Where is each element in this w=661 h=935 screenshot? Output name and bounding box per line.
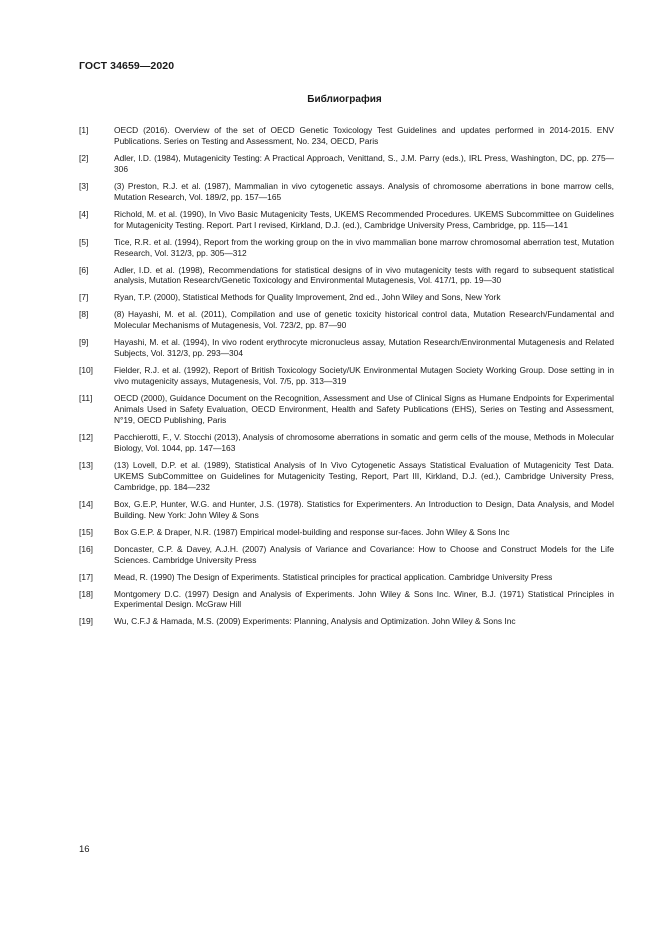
reference-text: OECD (2000), Guidance Document on the Recognition, Assessment and Use of Clinical Signs as Humane Endpoints for Experimental Animals Used in Safety Evaluation, OECD Environment, Health and Safety Publications (EHS), Series on Testing and Assessment, N°19, OECD Publishing, Paris [114, 393, 614, 425]
reference-text: Fielder, R.J. et al. (1992), Report of British Toxicology Society/UK Environmental Mutagen Society Working Group. Dose setting in in vivo mutagenicity assays, Mutagenesis, Vol. 7/5, pp. 313—319 [114, 365, 614, 387]
reference-text: Box G.E.P. & Draper, N.R. (1987) Empirical model-building and response sur-faces. John Wiley & Sons Inc [114, 526, 510, 537]
reference-item [79, 460, 614, 493]
page-number: 16 [79, 844, 90, 855]
reference-number: [17] [79, 571, 93, 582]
reference-item [79, 125, 614, 147]
reference-number: [1] [79, 125, 89, 135]
reference-number: [13] [79, 459, 93, 470]
reference-item [79, 572, 614, 583]
reference-item [79, 499, 614, 521]
reference-item [79, 292, 614, 303]
reference-text: Mead, R. (1990) The Design of Experiments. Statistical principles for practical application. Cambridge University Press [114, 571, 553, 582]
bibliography-title: Библиография [307, 94, 382, 105]
reference-text: Ryan, T.P. (2000), Statistical Methods for Quality Improvement, 2nd ed., John Wiley and Sons, New York [114, 292, 501, 303]
reference-item [79, 153, 614, 175]
reference-number: [14] [79, 498, 93, 509]
reference-item [79, 209, 614, 231]
reference-text: Doncaster, C.P. & Davey, A.J.H. (2007) Analysis of Variance and Covariance: How to Choose and Construct Models for the Life Sciences. Cambridge University Press [114, 543, 614, 565]
reference-number: [4] [79, 208, 89, 219]
reference-number: [19] [79, 616, 93, 627]
reference-item [79, 432, 614, 454]
reference-text: Box, G.E.P, Hunter, W.G. and Hunter, J.S. (1978). Statistics for Experimenters. An Introduction to Design, Data Analysis, and Model Building. New York: John Wiley & Sons [114, 498, 614, 520]
reference-item [79, 365, 614, 387]
reference-number: [7] [79, 292, 89, 303]
reference-number: [12] [79, 431, 93, 442]
reference-item [79, 589, 614, 611]
reference-text: (3) Preston, R.J. et al. (1987), Mammalian in vivo cytogenetic assays. Analysis of chromosome aberrations in bone marrow cells, Mutation Research, Vol. 189/2, pp. 157—165 [114, 180, 614, 202]
reference-number: [2] [79, 152, 89, 163]
reference-number: [16] [79, 543, 93, 554]
reference-item [79, 393, 614, 426]
reference-number: [3] [79, 180, 89, 191]
reference-item [79, 616, 614, 627]
reference-text: Montgomery D.C. (1997) Design and Analysis of Experiments. John Wiley & Sons Inc. Winer, B.J. (1971) Statistical Principles in Experimental Design. McGraw Hill [114, 588, 614, 610]
reference-text: Adler, I.D. et al. (1998), Recommendations for statistical designs of in vivo mutagenicity tests with regard to subsequent statistical analysis, Mutation Research/Genetic Toxicology and Environmental Mutagenesis, Vol. 417/1, pp. 19—30 [114, 264, 614, 286]
reference-text: Richold, M. et al. (1990), In Vivo Basic Mutagenicity Tests, UKEMS Recommended Procedures. UKEMS Subcommittee on Guidelines for Mutagenicity Testing. Report. Part I revised, Kirkland, D.J. (ed.), Cambridge University Press, Cambridge, pp. 115—141 [114, 208, 614, 230]
reference-item [79, 265, 614, 287]
reference-item [79, 181, 614, 203]
reference-item [79, 527, 614, 538]
reference-number: [10] [79, 365, 93, 376]
reference-item [79, 337, 614, 359]
reference-number: [9] [79, 337, 89, 348]
reference-number: [15] [79, 526, 93, 537]
reference-text: (13) Lovell, D.P. et al. (1989), Statistical Analysis of In Vivo Cytogenetic Assays Statistical Evaluation of Mutagenicity Test Data. UKEMS SubCommittee on Guidelines for Mutagenicity Testing, Report, Part III, Kirkland, D.J. (ed.), Cambridge University Press, Cambridge, pp. 184—232 [114, 459, 614, 492]
reference-number: [5] [79, 236, 89, 247]
reference-text: Tice, R.R. et al. (1994), Report from the working group on the in vivo mammalian bone marrow chromosomal aberration test, Mutation Research, Vol. 312/3, pp. 305—312 [114, 236, 614, 258]
reference-text: Adler, I.D. (1984), Mutagenicity Testing: A Practical Approach, Venittand, S., J.M. Parry (eds.), IRL Press, Washington, DC, pp. 275—306 [114, 152, 614, 174]
reference-number: [18] [79, 588, 93, 599]
reference-list [79, 125, 614, 633]
reference-text: OECD (2016). Overview of the set of OECD Genetic Toxicology Test Guidelines and updates performed in 2014-2015. ENV Publications. Series on Testing and Assessment, No. 234, OECD, Paris [114, 125, 614, 146]
reference-text: (8) Hayashi, M. et al. (2011), Compilation and use of genetic toxicity historical control data, Mutation Research/Fundamental and Molecular Mechanisms of Mutagenesis, Vol. 723/2, pp. 87—90 [114, 309, 614, 331]
reference-text: Pacchierotti, F., V. Stocchi (2013), Analysis of chromosome aberrations in somatic and germ cells of the mouse, Methods in Molecular Biology, Vol. 1044, pp. 147—163 [114, 431, 614, 453]
reference-text: Wu, C.F.J & Hamada, M.S. (2009) Experiments: Planning, Analysis and Optimization. John Wiley & Sons Inc [114, 616, 516, 627]
reference-number: [11] [79, 393, 93, 404]
reference-item [79, 237, 614, 259]
document-header: ГОСТ 34659—2020 [79, 60, 175, 72]
reference-number: [6] [79, 264, 89, 275]
reference-text: Hayashi, M. et al. (1994), In vivo rodent erythrocyte micronucleus assay, Mutation Research/Environmental Mutagenesis and Related Subjects, Vol. 312/3, pp. 293—304 [114, 337, 614, 359]
reference-number: [8] [79, 309, 89, 320]
reference-item [79, 544, 614, 566]
reference-item [79, 309, 614, 331]
